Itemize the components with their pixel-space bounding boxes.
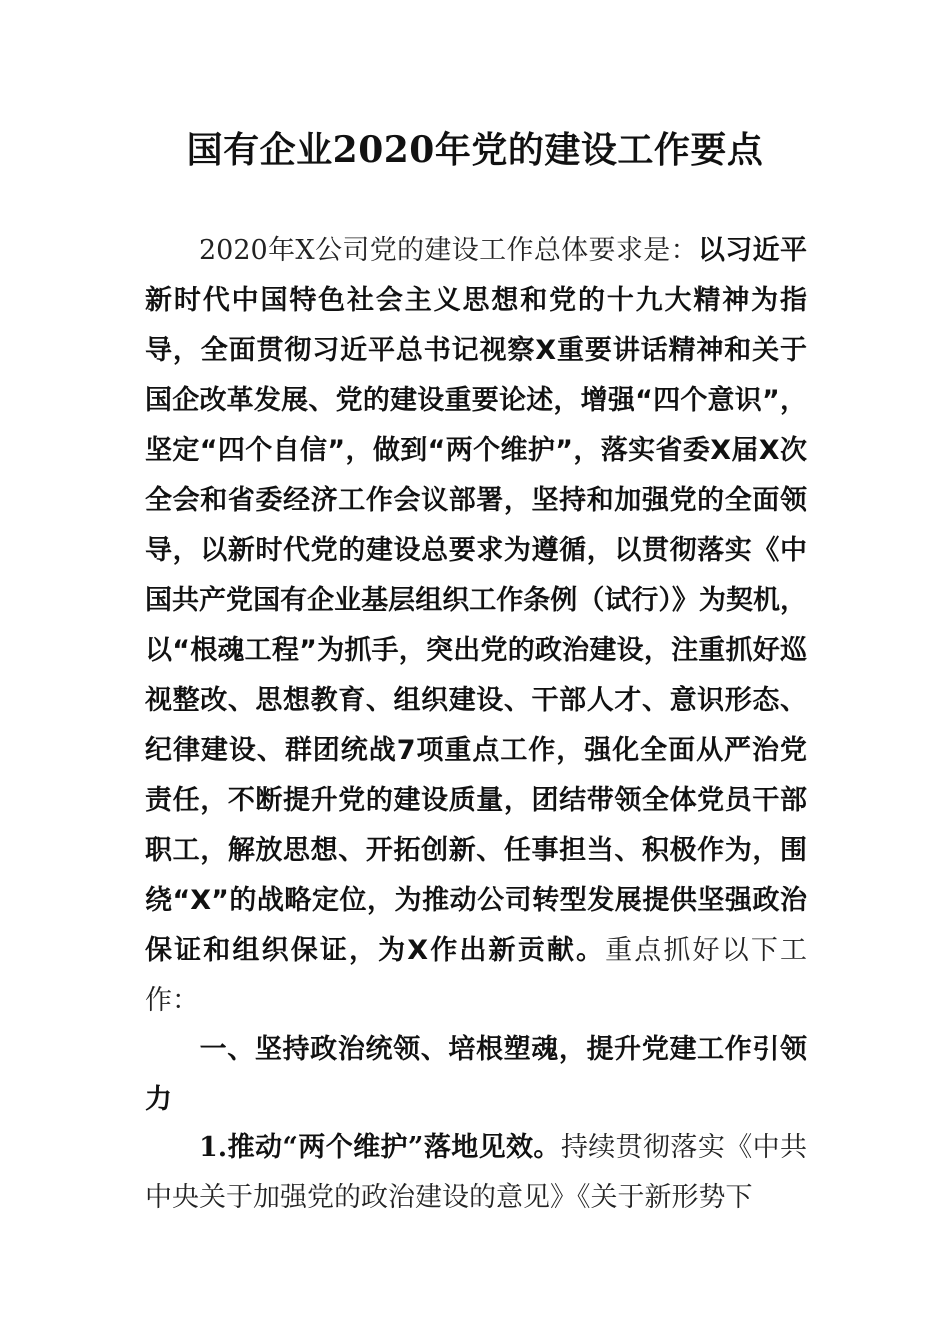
document-title: 国有企业2020年党的建设工作要点 xyxy=(186,129,764,171)
intro-lead: 2020年X公司党的建设工作总体要求是： xyxy=(199,235,698,266)
intro-emphasis: 以习近平新时代中国特色社会主义思想和党的十九大精神为指导，全面贯彻习近平总书记视察X重要讲话精神和关于国企改革发展、党的建设重要论述，增强“四个意识”，坚定“四个自信”，做到“两个维护”，落实省委X届X次全会和省委经济工作会议部署，坚持和加强党的全面领导，以新时代党的建设总要求为遵循，以贯彻落实《中国共产党国有企业基层组织工作条例（试行）》为契机，以“根魂工程”为抓手，突出党的政治建设，注重抓好巡视整改、思想教育、组织建设、干部人才、意识形态、纪律建设、群团统战7项重点工作，强化全面从严治党责任，不断提升党的建设质量，团结带领全体党员干部职工，解放思想、开拓创新、任事担当、积极作为，围绕“X”的战略定位，为推动公司转型发展提供坚强政治保证和组织保证，为X作出新贡献。 xyxy=(145,235,807,966)
intro-paragraph xyxy=(145,226,807,1026)
intro-tail: 重点抓好以下工作： xyxy=(145,935,807,1016)
item1-heading: 1.推动“两个维护”落地见效。 xyxy=(199,1132,561,1163)
section-heading xyxy=(145,1025,807,1125)
item-paragraph xyxy=(145,1123,807,1223)
section1-heading: 一、坚持政治统领、培根塑魂，提升党建工作引领力 xyxy=(145,1034,807,1115)
item1-text: 持续贯彻落实《中共中央关于加强党的政治建设的意见》《关于新形势下 xyxy=(145,1132,808,1213)
